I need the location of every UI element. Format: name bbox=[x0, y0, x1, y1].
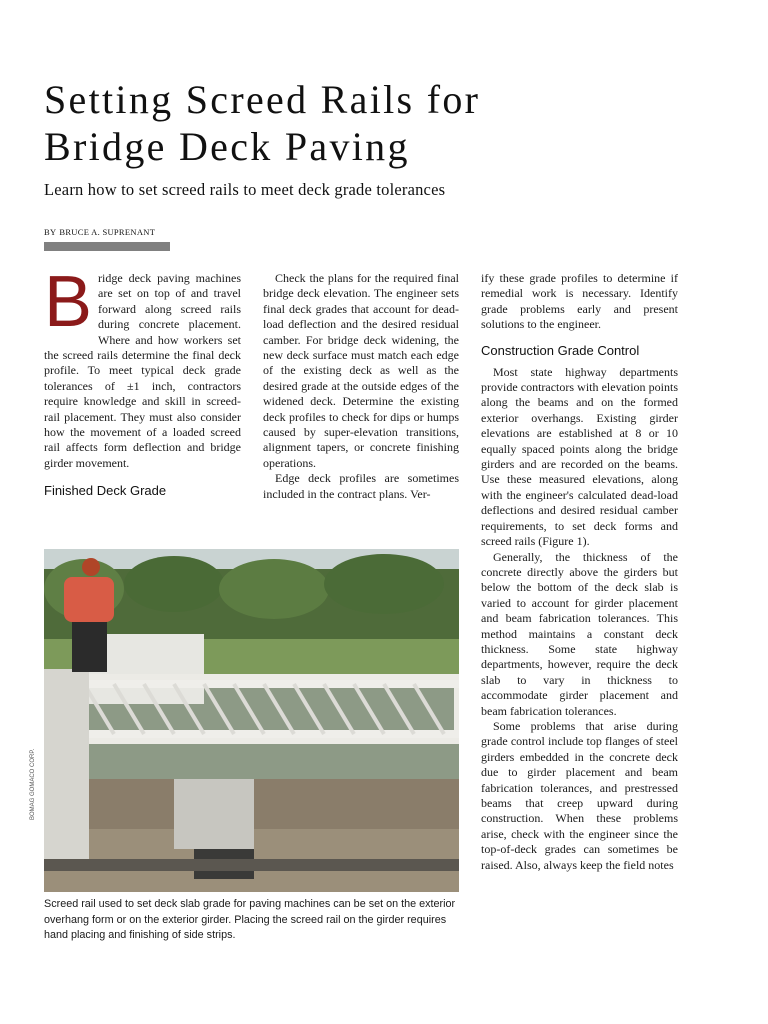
column-3 bbox=[481, 271, 678, 873]
photo-illustration bbox=[44, 549, 459, 892]
byline-prefix: BY bbox=[44, 227, 57, 237]
section-heading-construction-grade-control: Construction Grade Control bbox=[481, 342, 640, 358]
title-line-1: Setting Screed Rails for bbox=[44, 77, 481, 122]
paragraph: Most state highway departments provide contractors with elevation points along the beams and on the formed exterior overhangs. Existing girder elevations are established at 8 or 10 equally spaced points along the bridge girders and are recorded on the beams. Use these measured elevations, along with the engineer's calculated dead-load deflections and desired residual camber requirements, to set deck forms and screed rails (Figure 1). bbox=[481, 364, 678, 549]
section-heading-finished-deck-grade: Finished Deck Grade bbox=[44, 483, 167, 499]
paragraph: Generally, the thickness of the concrete directly above the girders but below the bottom of the deck slab is varied to account for girder placement and beam fabrication tolerances. This method maintains a constant deck thickness. Some state highway departments, however, require the deck slab to vary in thickness to accommodate girder placement and beam fabrication tolerances. bbox=[481, 549, 678, 718]
title-line-2: Bridge Deck Paving bbox=[44, 124, 410, 169]
paragraph: ify these grade profiles to determine if remedial work is necessary. Identify grade problems early and present solutions to the engineer. bbox=[481, 271, 678, 332]
paving-machine-photo bbox=[44, 549, 459, 892]
article-title bbox=[44, 76, 480, 170]
figure-caption: Screed rail used to set deck slab grade for paving machines can be set on the exterior overhang form or on the exterior girder. Placing the screed rail on the girder requires hand placing and finishing of side strips. bbox=[44, 898, 456, 942]
author-name: BRUCE A. SUPRENANT bbox=[59, 227, 156, 237]
byline-rule bbox=[44, 242, 170, 251]
paragraph: Edge deck profiles are sometimes included in the contract plans. Ver- bbox=[263, 471, 459, 501]
intro-paragraph: ridge deck paving machines are set on top of and travel forward along screed rails during concrete placement. Where and how workers set the screed rails determine the final deck profile. To meet typical deck grade tolerances of ±1 inch, contractors require knowledge and skill in screed-rail placement. They must also consider how the movement of a loaded screed rail affects form deflection and bridge girder movement. bbox=[44, 271, 241, 470]
paragraph: Check the plans for the required final bridge deck elevation. The engineer sets final deck grades that account for dead-load deflection and the desired residual camber. For bridge deck widening, the new deck surface must match each edge of the existing deck as well as the desired grade at the outside edges of the widened deck. Determine the existing deck profiles to check for dips or humps caused by super-elevation transitions, alignment tapers, or concrete finishing operations. bbox=[263, 271, 459, 470]
byline bbox=[44, 227, 155, 238]
column-2 bbox=[263, 271, 459, 502]
photo-credit: BOMAG GOMACO CORP. bbox=[30, 748, 36, 820]
paragraph: Some problems that arise during grade control include top flanges of steel girders embedded in the concrete deck due to girder placement and beam fabrication tolerances, and prestressed beams that creep upward during construction. When these problems arise, check with the engineer since the top-of-deck grades can sometimes be raised. Also, always keep the field notes bbox=[481, 718, 678, 872]
article-subtitle: Learn how to set screed rails to meet deck grade tolerances bbox=[44, 180, 446, 199]
column-1 bbox=[44, 262, 241, 505]
drop-cap: B bbox=[44, 262, 93, 342]
